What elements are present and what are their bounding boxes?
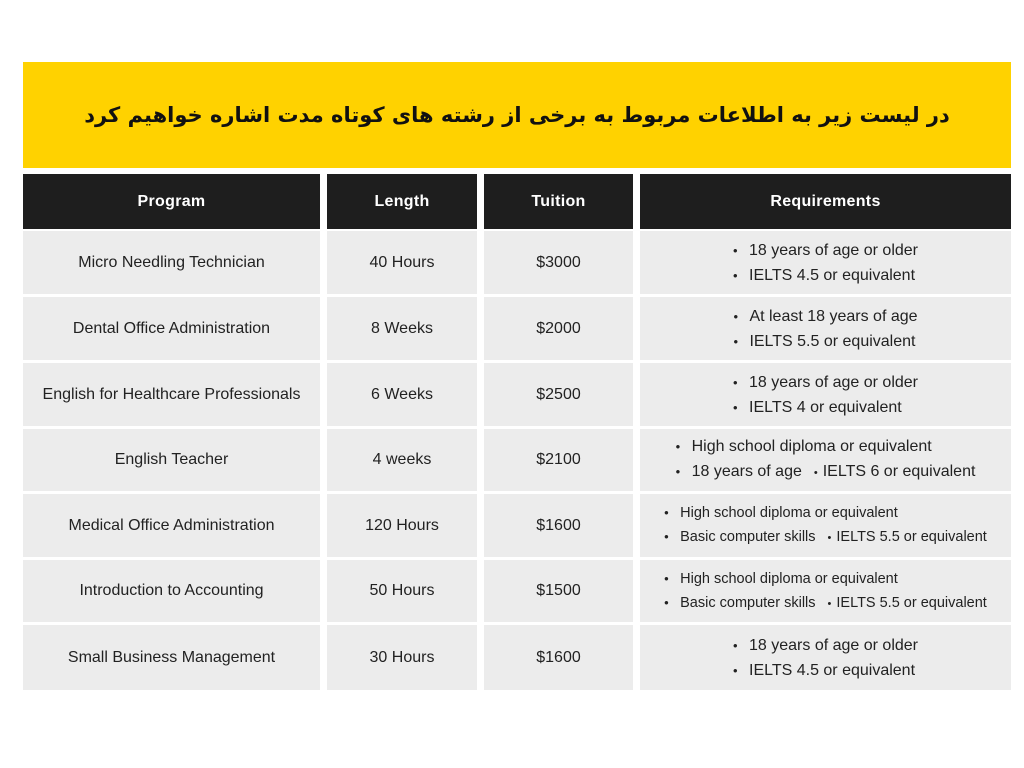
length-cell: 30 Hours [327,625,477,690]
tuition-cell: $2000 [484,297,633,360]
length-cell: 8 Weeks [327,297,477,360]
requirements-list [733,633,918,683]
tuition-cell: $1500 [484,560,633,622]
tuition-cell: $1600 [484,625,633,690]
program-cell: English Teacher [23,429,320,491]
bullet-icon: • [664,570,669,586]
length-cell: 6 Weeks [327,363,477,426]
program-cell: Introduction to Accounting [23,560,320,622]
bullet-icon: • [733,399,738,415]
requirement-item: • IELTS 4 or equivalent [733,395,918,420]
bullet-icon: • [733,242,738,258]
tuition-cell: $2500 [484,363,633,426]
bullet-icon: • [733,333,738,349]
requirements-list [664,567,987,616]
requirements-list [676,434,976,486]
requirement-item: • High school diploma or equivalent [664,501,987,525]
requirements-list [664,501,987,550]
program-cell: Medical Office Administration [23,494,320,557]
inline-requirement: • IELTS 5.5 or equivalent [828,529,987,545]
bullet-icon: • [664,529,669,544]
banner-title: در لیست زیر به اطلاعات مربوط به برخی از رشته های کوتاه مدت اشاره خواهیم کرد [84,103,950,127]
requirement-item: • IELTS 5.5 or equivalent [733,329,917,354]
requirements-list [733,238,918,288]
header-tuition: Tuition [484,174,633,229]
program-cell: Micro Needling Technician [23,231,320,294]
requirement-item: • 18 years of age • IELTS 6 or equivalent [676,459,976,486]
length-cell: 120 Hours [327,494,477,557]
requirement-item: • 18 years of age or older [733,633,918,658]
program-cell: Small Business Management [23,625,320,690]
header-program: Program [23,174,320,229]
requirements-cell [640,231,1011,294]
requirements-cell [640,625,1011,690]
requirement-item: • Basic computer skills • IELTS 5.5 or equivalent [664,591,987,616]
program-cell: Dental Office Administration [23,297,320,360]
requirements-cell [640,363,1011,426]
bullet-icon: • [733,374,738,390]
header-length: Length [327,174,477,229]
requirements-cell [640,429,1011,491]
requirement-item: • High school diploma or equivalent [664,567,987,591]
requirement-item: • Basic computer skills • IELTS 5.5 or equivalent [664,525,987,550]
bullet-icon: • [664,594,669,610]
requirement-item: • IELTS 4.5 or equivalent [733,263,918,288]
requirements-cell [640,297,1011,360]
requirements-cell [640,494,1011,557]
requirements-list [733,304,917,354]
inline-requirement: • IELTS 5.5 or equivalent [828,595,987,611]
requirement-item: • High school diploma or equivalent [676,434,976,459]
length-cell: 50 Hours [327,560,477,622]
requirement-item: • IELTS 4.5 or equivalent [733,658,918,683]
header-requirements: Requirements [640,174,1011,229]
bullet-icon: • [827,532,832,544]
requirement-item: • 18 years of age or older [733,370,918,395]
tuition-cell: $1600 [484,494,633,557]
bullet-icon: • [664,505,669,520]
tuition-cell: $3000 [484,231,633,294]
length-cell: 4 weeks [327,429,477,491]
bullet-icon: • [675,464,681,479]
requirements-list [733,370,918,420]
bullet-icon: • [675,439,681,454]
bullet-icon: • [813,467,818,479]
bullet-icon: • [733,637,738,653]
bullet-icon: • [733,267,738,283]
inline-requirement: • IELTS 6 or equivalent [814,463,976,480]
bullet-icon: • [827,597,832,610]
title-banner [23,62,1011,168]
requirements-cell [640,560,1011,622]
length-cell: 40 Hours [327,231,477,294]
bullet-icon: • [733,308,738,324]
requirement-item: • At least 18 years of age [733,304,917,329]
requirement-item: • 18 years of age or older [733,238,918,263]
tuition-cell: $2100 [484,429,633,491]
bullet-icon: • [733,662,738,678]
program-cell: English for Healthcare Professionals [23,363,320,426]
